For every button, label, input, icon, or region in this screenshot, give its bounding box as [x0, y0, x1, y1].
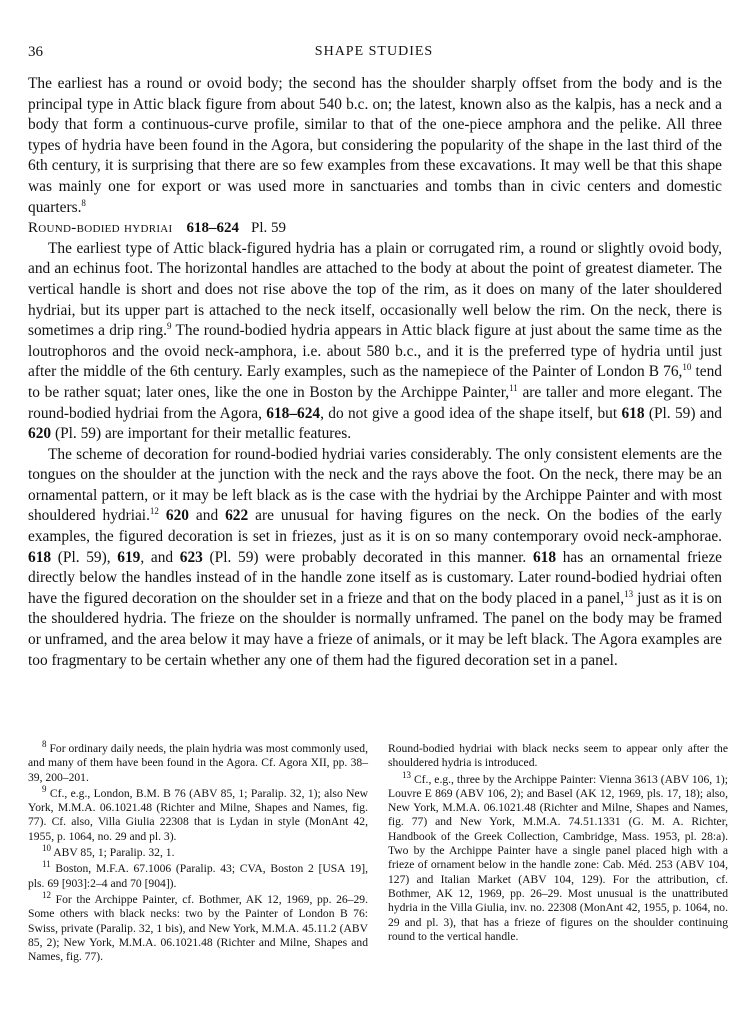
paragraph-shape: The earliest type of Attic black-figured hydria has a plain or corrugated rim, a round or slightly ovoid body, and an echinus foot. The horizontal handles are attached to the body at about the point of greatest diameter. The vertical handle is short and does not rise above the top of the rim, as it does on many of the later shouldered hydriai, but its upper part is attached to the neck itself, occasionally well below the rim. On the neck, there is sometimes a drip ring.$^9$ The round-bodied hydria appears in Attic black figure at just about the same time as the loutrophoros and the ovoid neck-amphora, i.e. about 580 b.c., and it is the preferred type of hydria until just after the middle of the 6th century. Early examples, such as the namepiece of the Painter of London B 76,10 tend to be rather squat; later ones, like the one in Boston by the Archippe Painter,$^{11}$ are taller and more elegant. The round-bodied hydriai from the Agora, 618–624, do not give a good idea of the shape itself, but 618 (Pl. 59) and 620 (Pl. 59) are important for their metallic features. [28, 239, 723, 443]
page-number: 36 [28, 44, 43, 60]
footnote-continuation: Round-bodied hydriai with black necks seem to appear only after the shouldered hydria is introduced. [388, 742, 728, 770]
footnote: $^8$ For ordinary daily needs, the plain hydria was most commonly used, and many of them have been found in the Agora. Cf. Agora XII, pp. 38–39, 200–201. [28, 739, 368, 784]
catalog-ref: 619 [117, 548, 141, 566]
footnote-ref[interactable]: 12 [149, 506, 159, 517]
section-heading [28, 218, 722, 239]
intro-paragraph: The earliest has a round or ovoid body; the second has the shoulder sharply offset from the body and is the principal type in Attic black figure from about 540 b.c. on; the latest, known also as the kalpis, has a neck and a body that form a continuous-curve profile, similar to that of the one-piece amphora and the pelike. All three types of hydria have been found in the Agora, but considering the popularity of the shape in the last third of the 6th century, it is surprising that there are so few examples from these excavations. It may well be that this shape was mainly one for export or was used more in sanctuaries and tombs than in civic centers and domestic quarters.$^8$ [28, 75, 722, 216]
footnote: $^{10}$ ABV 85, 1; Paralip. 32, 1. [42, 843, 175, 860]
footnotes-right-column [388, 742, 728, 966]
catalog-ref: 623 [179, 548, 203, 566]
running-head: SHAPE STUDIES [314, 44, 434, 59]
footnote-ref[interactable]: 11 [509, 382, 518, 393]
footnote: $^9$ Cf., e.g., London, B.M. B 76 (ABV 85, 1; Paralip. 32, 1); also New York, M.M.A. 06.1021.48 (Richter and Milne, Shapes and Names, fig. 77). Cf. also, Villa Giulia 22308 that is Lydan in style (MonAnt 42, 1955, p. 1064, no. 29 and pl. 3). [28, 784, 368, 843]
catalog-ref: 618 [532, 548, 557, 566]
main-text [28, 74, 722, 671]
footnote: $^{11}$ Boston, M.F.A. 67.1006 (Paralip. 43; CVA, Boston 2 [USA 19], pls. 69 [903]:2–4 and 70 [904]). [28, 859, 368, 890]
footnotes-left-column [28, 739, 368, 966]
catalog-ref: 618–624 [266, 404, 321, 422]
catalog-ref: 622 [225, 507, 249, 525]
catalog-ref: 620 [28, 425, 52, 443]
paragraph-decoration: The scheme of decoration for round-bodied hydriai varies considerably. The only consistent elements are the tongues on the shoulder at the junction with the neck and the rays above the foot. On the neck, there may be an ornamental pattern, or it may be left black as is the case with the hydriai by the Archippe Painter and with most shouldered hydriai.$^{12}$ 620 and 622 are unusual for having figures on the neck. On the bodies of the early examples, the figured decoration is set in friezes, just as it is on so many contemporary ovoid neck-amphorae. 618 (Pl. 59), 619, and 623 (Pl. 59) were probably decorated in this manner. 618 has an ornamental frieze directly below the handles instead of in the handle zone itself as is customary. Later round-bodied hydriai often have the figured decoration on the shoulder set in a frieze and that on the body placed in a panel,$^{13}$ just as it is on the shouldered hydria. The frieze on the shoulder is normally unframed. The panel on the body may be framed or unframed, and the area below it may have a frieze of animals, or it may be left black. The Agora examples are too fragmentary to be certain whether any one of them had the figured decoration set in a panel. [28, 445, 722, 669]
catalog-ref: 618 [621, 404, 645, 422]
footnote-ref[interactable]: 9 [166, 321, 172, 331]
catalog-ref: 618 [28, 548, 52, 566]
footnote-ref[interactable]: 13 [624, 588, 634, 599]
footnote: $^{12}$ For the Archippe Painter, cf. Bothmer, AK 12, 1969, pp. 26–29. Some others with black necks: two by the Painter of London B 76: Swiss, private (Paralip. 32, 1 bis), and New York, M.M.A. 45.11.2 (ABV 85, 2); New York, M.M.A. 06.1021.48 (Richter and Milne, Shapes and Names, fig. 77). [28, 890, 368, 964]
section-title: Round-bodied hydriai [28, 220, 173, 237]
footnotes [28, 739, 728, 966]
catalog-ref: 620 [165, 507, 189, 525]
footnote-ref[interactable]: 8 [81, 197, 86, 208]
plate-ref: Pl. 59 [251, 220, 287, 237]
footnote-ref[interactable]: 10 [682, 362, 692, 373]
catalog-range: 618–624 [186, 220, 240, 237]
footnote: $^{13}$ Cf., e.g., three by the Archippe Painter: Vienna 3613 (ABV 106, 1); Louvre E 869 (ABV 106, 2); and Basel (AK 12, 1969, pls. 17, 18); also, New York, M.M.A. 06.1021.48 (Richter and Milne, Shapes and Names, fig. 77) and New York, M.M.A. 74.51.1331 (G. M. A. Richter, Handbook of the Greek Collection, Cambridge, Mass. 1953, pl. 28:a). Two by the Archippe Painter have a single panel placed high with a frieze of ornament below in the handle zone: Cab. Méd. 253 (ABV 104, 127) and Italian Market (ABV 104, 129). For the attribution, cf. Bothmer, AK 12, 1969, pp. 26–29. Most unusual is the unattributed hydria in the Villa Giulia, inv. no. 22308 (MonAnt 42, 1955, p. 1064, no. 29 and pl. 3), that has a frieze of figures on the shoulder continuing round to the vertical handle. [388, 769, 728, 943]
